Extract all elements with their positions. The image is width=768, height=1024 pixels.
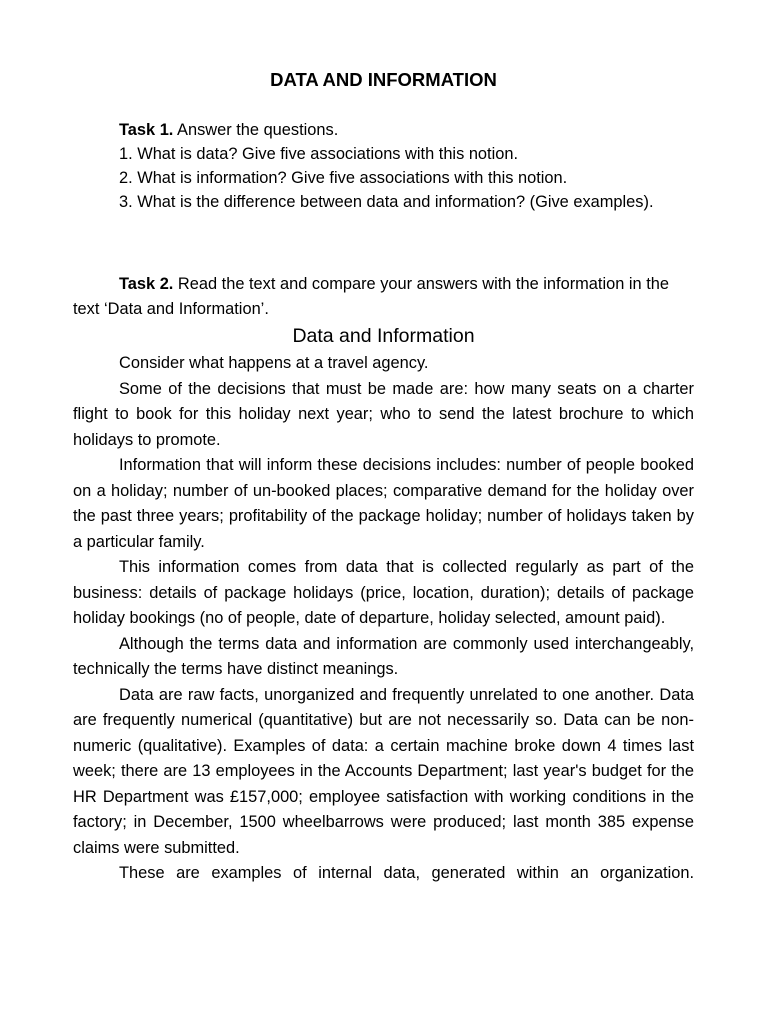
task-1-question: 1. What is data? Give five associations with this notion.	[119, 145, 519, 163]
task-2-text: Read the text and compare your answers with the information in the text ‘Data and Information’.	[73, 275, 669, 318]
task-2-section	[73, 272, 694, 322]
reading-paragraph: Consider what happens at a travel agency.	[119, 354, 429, 372]
task-1-instruction: Answer the questions.	[173, 121, 339, 139]
reading-paragraph: Information that will inform these decisions includes: number of people booked on a holiday; number of un-booked places; comparative demand for the holiday over the past three years; profitability of the package holiday; number of holidays taken by a particular family.	[73, 456, 694, 551]
task-2-label: Task 2.	[119, 275, 174, 293]
task-2-paragraph	[73, 272, 694, 322]
reading-paragraph: Data are raw facts, unorganized and frequently unrelated to one another. Data are frequently numerical (quantitative) but are not necessarily so. Data can be non-numeric (qualitative). Examples of data: a certain machine broke down 4 times last week; there are 13 employees in the Accounts Department; last year's budget for the HR Department was £157,000; employee satisfaction with working conditions in the factory; in December, 1500 wheelbarrows were produced; last month 385 expense claims were submitted.	[73, 685, 694, 857]
reading-body	[73, 351, 694, 887]
task-1-question: 2. What is information? Give five associations with this notion.	[119, 169, 568, 187]
task-1-heading	[73, 118, 694, 142]
task-1-section	[73, 118, 694, 214]
reading-paragraph: This information comes from data that is collected regularly as part of the business: details of package holidays (price, location, duration); details of package holiday bookings (no of people, date of departure, holiday selected, amount paid).	[73, 558, 694, 627]
reading-paragraph: Although the terms data and information are commonly used interchangeably, technically the terms have distinct meanings.	[73, 634, 694, 678]
task-1-question: 3. What is the difference between data and information? (Give examples).	[119, 193, 654, 211]
task-1-label: Task 1.	[119, 121, 174, 139]
reading-paragraph: These are examples of internal data, generated within an organization.	[119, 864, 694, 882]
reading-title: Data and Information	[292, 325, 475, 347]
reading-paragraph: Some of the decisions that must be made are: how many seats on a charter flight to book for this holiday next year; who to send the latest brochure to which holidays to promote.	[73, 379, 694, 449]
document-title: DATA AND INFORMATION	[270, 69, 497, 90]
